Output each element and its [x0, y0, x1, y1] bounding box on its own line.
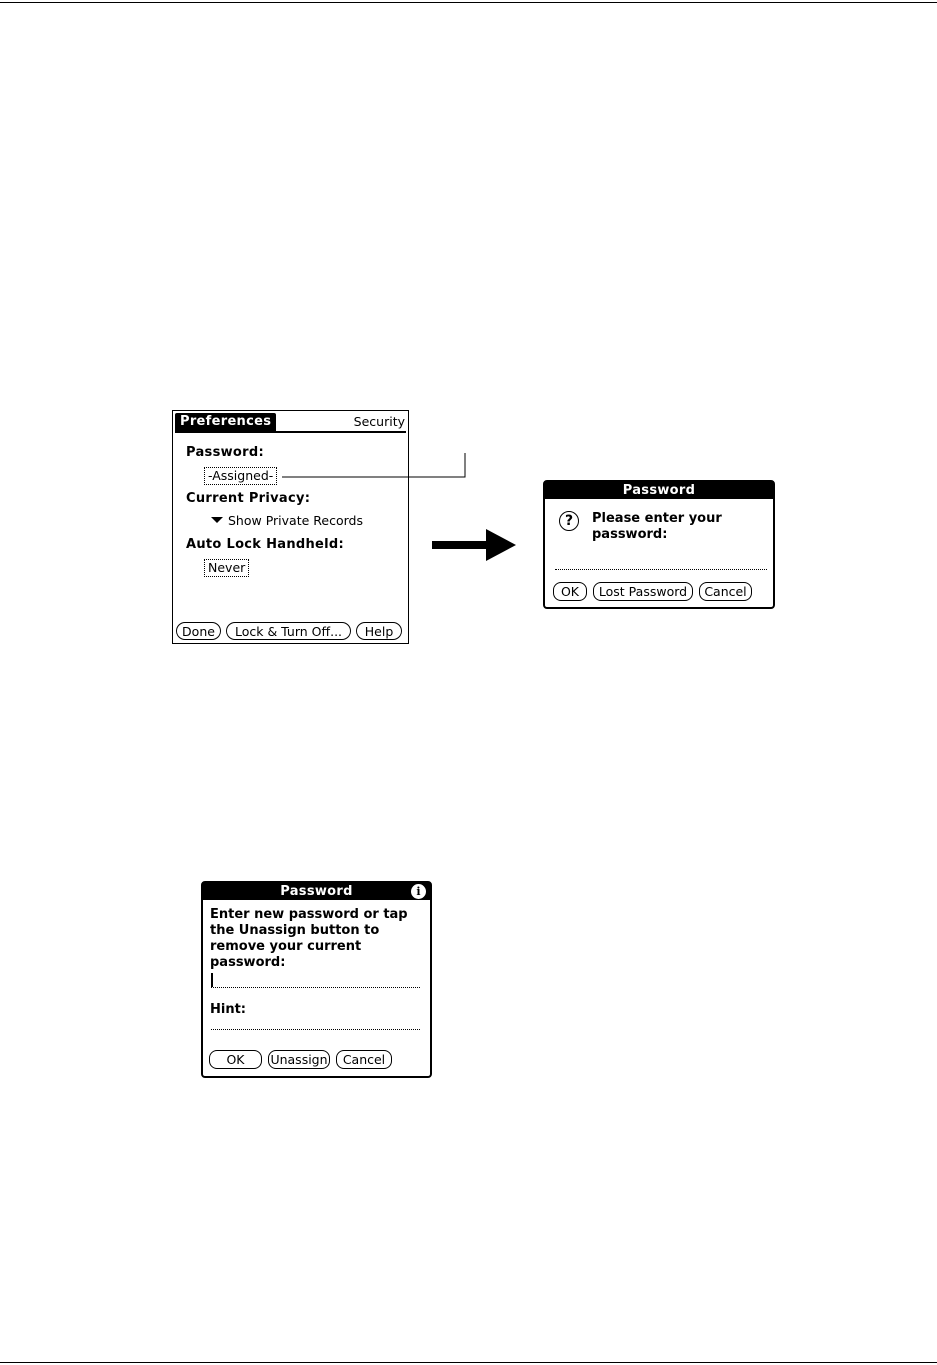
- panel-picker-security[interactable]: Security: [353, 414, 405, 429]
- cancel-button[interactable]: Cancel: [336, 1050, 392, 1069]
- dialog-title: [203, 883, 430, 900]
- lock-turn-off-button[interactable]: Lock & Turn Off...: [226, 622, 351, 640]
- auto-lock-never-box[interactable]: Never: [204, 559, 249, 577]
- help-button[interactable]: Help: [356, 622, 402, 640]
- new-password-input[interactable]: [211, 987, 420, 988]
- password-input[interactable]: [555, 569, 767, 570]
- text-cursor: [211, 973, 213, 987]
- dialog-title-text: Password: [280, 884, 353, 899]
- preferences-security-screen: [172, 410, 409, 644]
- done-button[interactable]: Done: [176, 622, 221, 640]
- preferences-tab[interactable]: Preferences: [175, 413, 276, 431]
- dialog-message: Please enter your password:: [592, 511, 722, 542]
- privacy-value: Show Private Records: [228, 513, 363, 528]
- callout-line: [282, 453, 472, 483]
- triangle-down-icon: [211, 517, 223, 523]
- question-icon: ?: [559, 511, 579, 531]
- dialog-title: Password: [545, 482, 773, 499]
- arrow-right-icon: [432, 528, 518, 562]
- enter-password-dialog: [543, 480, 775, 609]
- title-bar: [173, 411, 408, 433]
- password-assigned-box[interactable]: -Assigned-: [204, 467, 277, 485]
- auto-lock-label: Auto Lock Handheld:: [186, 537, 345, 552]
- ok-button[interactable]: OK: [553, 582, 587, 601]
- ok-button[interactable]: OK: [209, 1050, 262, 1069]
- current-privacy-label: Current Privacy:: [186, 491, 311, 506]
- hint-input[interactable]: [211, 1029, 420, 1030]
- lost-password-button[interactable]: Lost Password: [593, 582, 693, 601]
- top-rule: [0, 2, 937, 3]
- new-password-dialog: [201, 881, 432, 1078]
- cancel-button[interactable]: Cancel: [699, 582, 752, 601]
- bottom-rule: [0, 1362, 937, 1363]
- hint-label: Hint:: [210, 1002, 247, 1017]
- privacy-picker[interactable]: [211, 513, 363, 529]
- info-icon[interactable]: i: [411, 884, 426, 899]
- title-divider: [175, 431, 406, 433]
- unassign-button[interactable]: Unassign: [268, 1050, 330, 1069]
- dialog-message: Enter new password or tap the Unassign button to remove your current password:: [210, 907, 408, 970]
- password-label: Password:: [186, 445, 264, 460]
